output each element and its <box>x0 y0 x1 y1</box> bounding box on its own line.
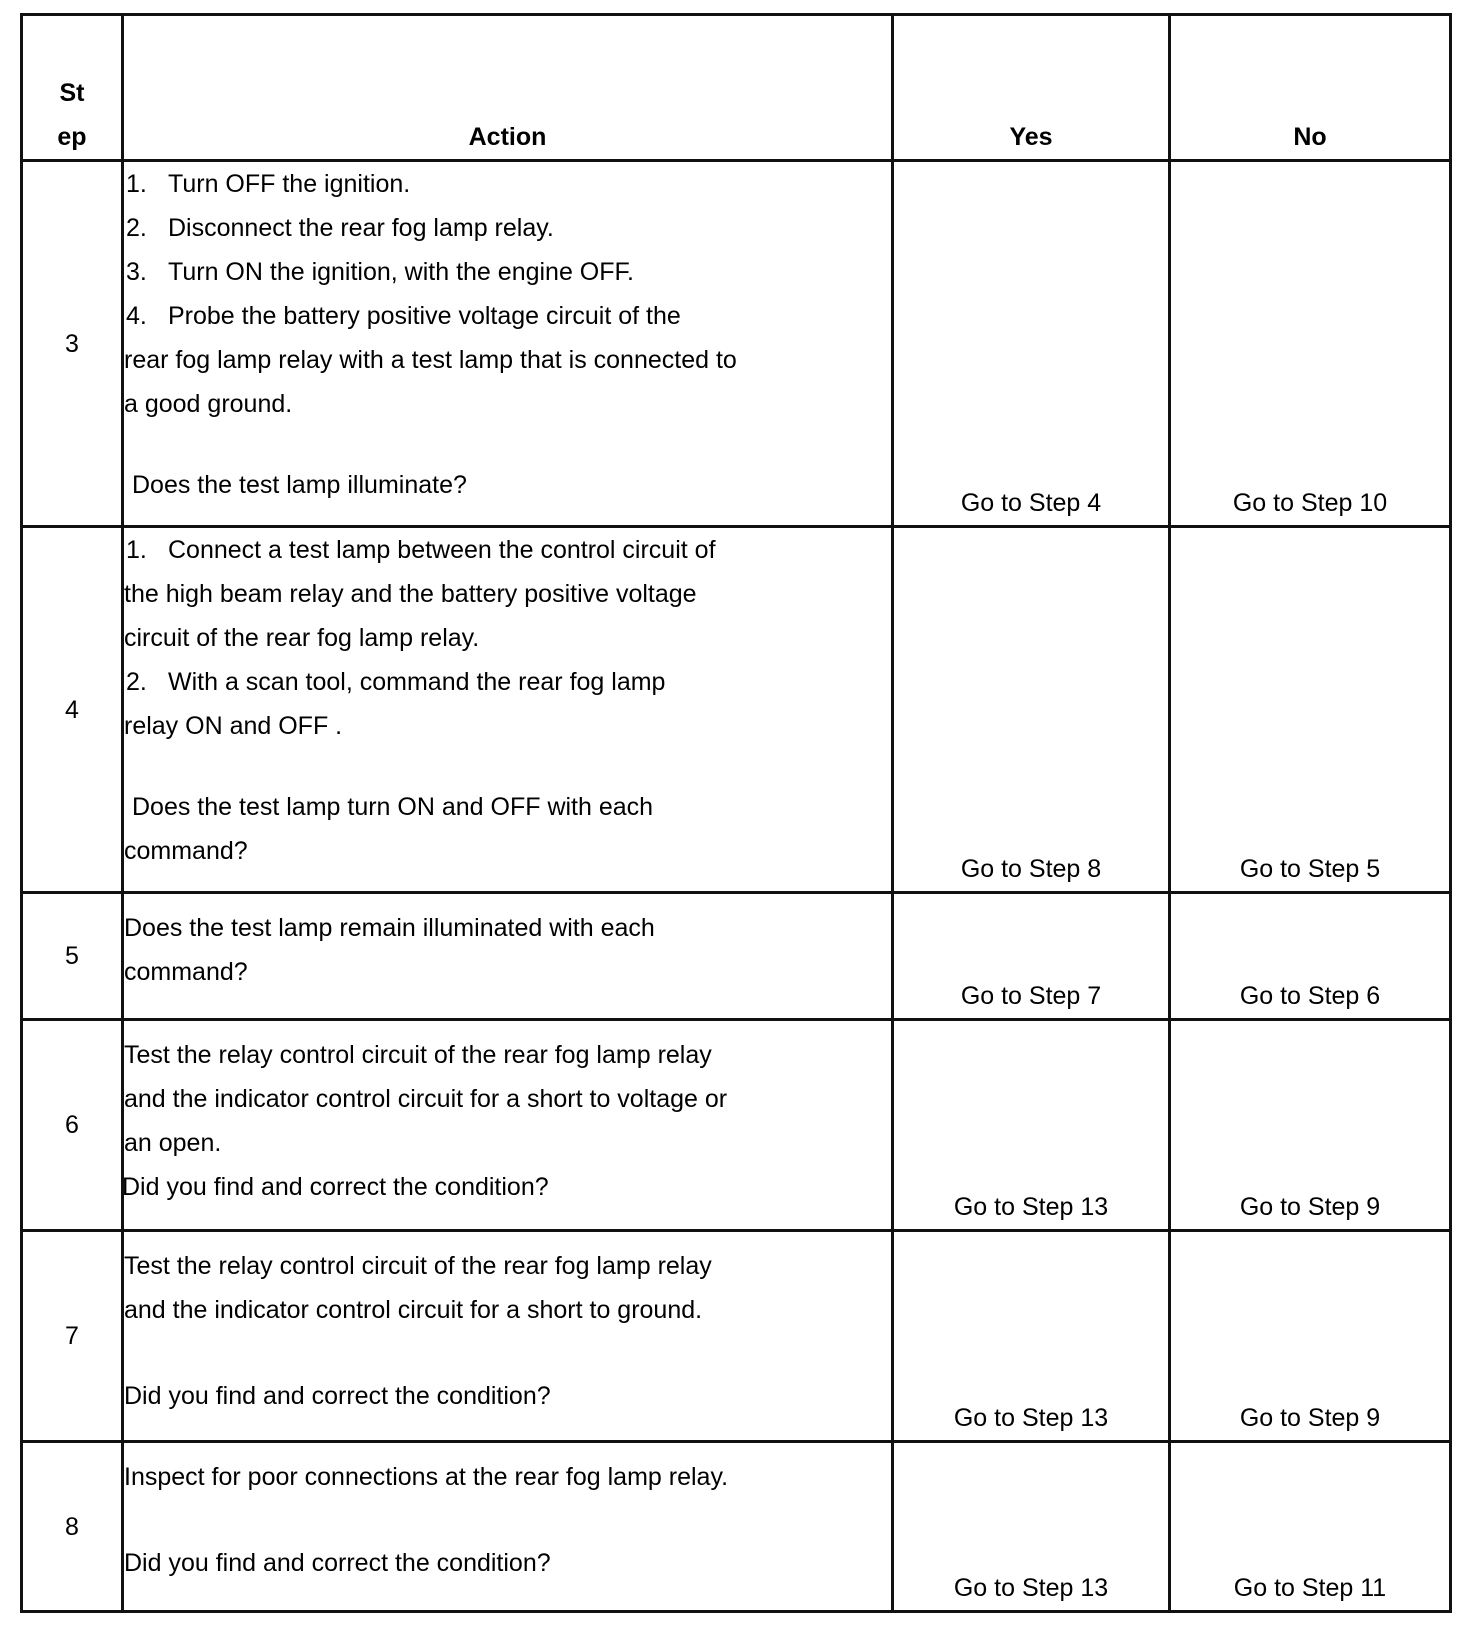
item-number: 4. <box>126 302 147 330</box>
no-cell: Go to Step 10 <box>1170 161 1451 527</box>
action-line: Test the relay control circuit of the rear fog lamp relay <box>124 1041 712 1069</box>
item-number: 2. <box>126 214 147 242</box>
item-text: Probe the battery positive voltage circuit of the <box>168 302 681 330</box>
table-row <box>22 1020 1451 1231</box>
action-line: command? <box>124 958 248 986</box>
no-cell: Go to Step 9 <box>1170 1020 1451 1231</box>
item-text: With a scan tool, command the rear fog lamp <box>168 668 666 696</box>
action-line: rear fog lamp relay with a test lamp that is connected to <box>124 346 737 374</box>
question-text: Does the test lamp turn ON and OFF with each <box>132 793 654 821</box>
action-line: the high beam relay and the battery positive voltage <box>124 580 697 608</box>
spacer <box>124 1499 891 1541</box>
yes-cell: Go to Step 7 <box>893 893 1170 1020</box>
item-number: 2. <box>126 668 147 696</box>
question-text: Did you find and correct the condition? <box>122 1173 549 1201</box>
header-step-line2: ep <box>57 123 87 151</box>
no-cell: Go to Step 5 <box>1170 527 1451 893</box>
diagnostic-table <box>20 13 1452 1613</box>
item-text: Turn ON the ignition, with the engine OFF. <box>168 258 634 286</box>
yes-cell: Go to Step 4 <box>893 161 1170 527</box>
question-text: command? <box>124 837 248 865</box>
action-line <box>124 294 891 338</box>
no-cell: Go to Step 6 <box>1170 893 1451 1020</box>
header-row <box>22 15 1451 161</box>
action-cell <box>123 893 893 1020</box>
yes-cell: Go to Step 13 <box>893 1442 1170 1612</box>
step-number: 6 <box>22 1020 123 1231</box>
header-step-line1: St <box>59 79 85 107</box>
question-text: Did you find and correct the condition? <box>124 1382 551 1410</box>
item-text: Turn OFF the ignition. <box>168 170 411 198</box>
action-cell <box>123 1020 893 1231</box>
action-line: and the indicator control circuit for a short to voltage or <box>124 1085 728 1113</box>
action-line <box>124 660 891 704</box>
table-row <box>22 1231 1451 1442</box>
spacer <box>124 1332 891 1374</box>
yes-cell: Go to Step 8 <box>893 527 1170 893</box>
action-line: Inspect for poor connections at the rear fog lamp relay. <box>124 1463 729 1491</box>
no-cell: Go to Step 9 <box>1170 1231 1451 1442</box>
action-line <box>124 206 891 250</box>
item-text: Disconnect the rear fog lamp relay. <box>168 214 554 242</box>
step-number: 8 <box>22 1442 123 1612</box>
header-step <box>22 15 123 161</box>
action-line: an open. <box>124 1129 222 1157</box>
item-number: 1. <box>126 170 147 198</box>
no-cell: Go to Step 11 <box>1170 1442 1451 1612</box>
action-line: circuit of the rear fog lamp relay. <box>124 624 480 652</box>
action-cell <box>123 527 893 893</box>
item-text: Connect a test lamp between the control circuit of <box>168 536 716 564</box>
header-action: Action <box>123 15 893 161</box>
item-number: 1. <box>126 536 147 564</box>
item-number: 3. <box>126 258 147 286</box>
step-number: 3 <box>22 161 123 527</box>
spacer <box>124 426 891 463</box>
step-number: 4 <box>22 527 123 893</box>
action-line: Does the test lamp remain illuminated with each <box>124 914 655 942</box>
question-text: Does the test lamp illuminate? <box>132 471 467 499</box>
action-line: and the indicator control circuit for a short to ground. <box>124 1296 703 1324</box>
table-row <box>22 161 1451 527</box>
action-cell <box>123 161 893 527</box>
yes-cell: Go to Step 13 <box>893 1020 1170 1231</box>
action-line: relay ON and OFF . <box>124 712 343 740</box>
table-row <box>22 527 1451 893</box>
header-yes: Yes <box>893 15 1170 161</box>
step-number: 7 <box>22 1231 123 1442</box>
table-row <box>22 1442 1451 1612</box>
yes-cell: Go to Step 13 <box>893 1231 1170 1442</box>
action-cell <box>123 1231 893 1442</box>
spacer <box>124 748 891 785</box>
action-line: Test the relay control circuit of the rear fog lamp relay <box>124 1252 712 1280</box>
action-line <box>124 528 891 572</box>
header-no: No <box>1170 15 1451 161</box>
action-line: a good ground. <box>124 390 293 418</box>
action-line <box>124 162 891 206</box>
action-cell <box>123 1442 893 1612</box>
step-number: 5 <box>22 893 123 1020</box>
action-line <box>124 250 891 294</box>
table-row <box>22 893 1451 1020</box>
question-text: Did you find and correct the condition? <box>124 1549 551 1577</box>
